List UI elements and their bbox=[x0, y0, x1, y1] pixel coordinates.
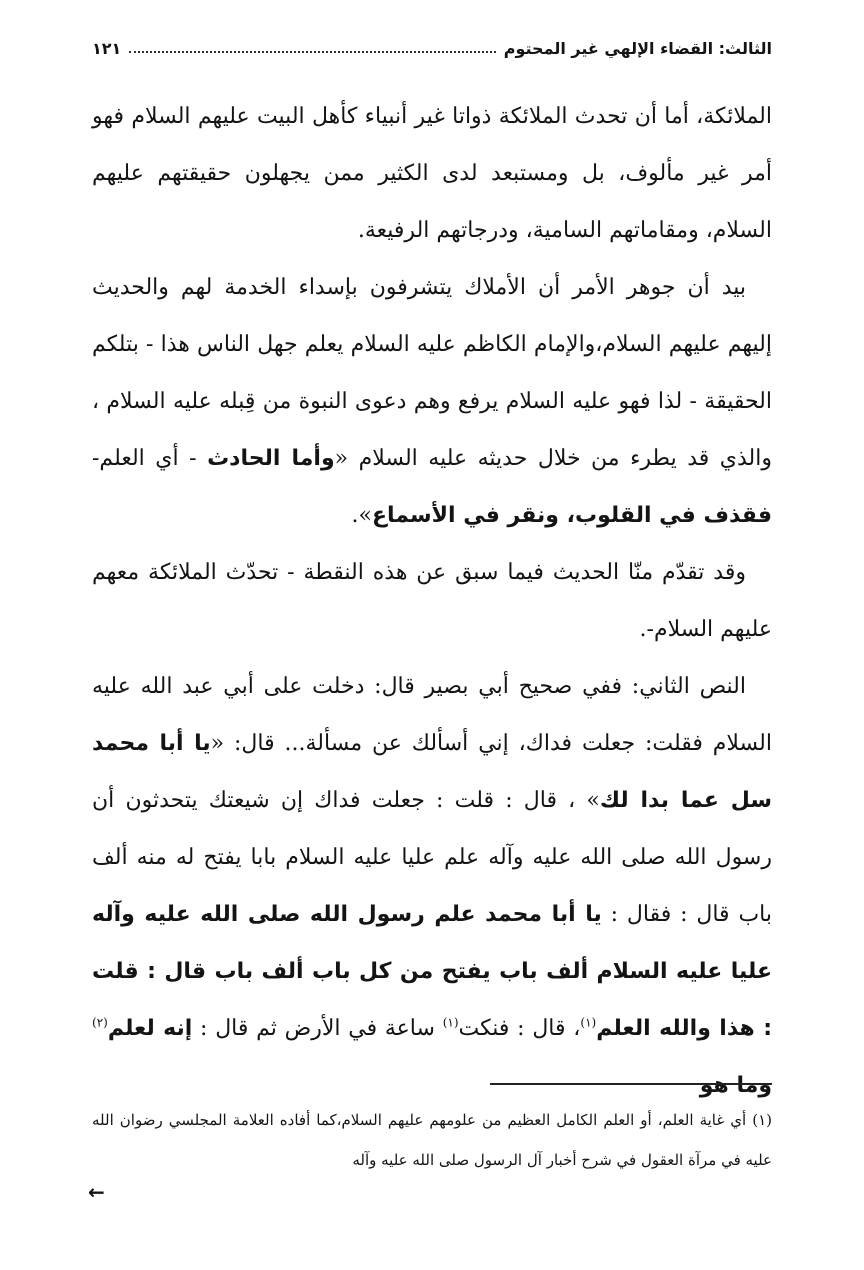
hadith-quote-bold: وما هو bbox=[699, 1073, 772, 1098]
paragraph-3: وقد تقدّم منّا الحديث فيما سبق عن هذه النقطة - تحدّث الملائكة معهم عليهم السلام-. bbox=[92, 560, 772, 642]
paragraph-4 bbox=[92, 658, 772, 1114]
footnote-separator bbox=[490, 1083, 772, 1085]
paragraph-1: الملائكة، أما أن تحدث الملائكة ذواتا غير أنبياء كأهل البيت عليهم السلام فهو أمر غير مألوف، بل ومستبعد لدى الكثير ممن يجهلون حقيقتهم عليهم السلام، ومقاماتهم السامية، ودرجاتهم الرفيعة. bbox=[92, 104, 772, 243]
header-leader-dots bbox=[129, 51, 495, 53]
running-header bbox=[92, 30, 772, 66]
chapter-title: الثالث: القضاء الإلهي غير المحتوم bbox=[503, 38, 772, 58]
footnote-1: (١) أي غاية العلم، أو العلم الكامل العظيم من علومهم عليهم السلام،كما أفاده العلامة المجلسي رضوان الله عليه في مرآة العقول في شرح أخبار آل الرسول صلى الله عليه وآله bbox=[92, 1111, 772, 1169]
hadith-quote-bold: فقذف في القلوب، ونقر في الأسماع bbox=[371, 503, 772, 528]
footnote-marker: (١) bbox=[442, 1015, 459, 1030]
paragraph-2-aside: - أي العلم- bbox=[92, 446, 208, 471]
paragraph-4-text: ساعة في الأرض ثم قال : bbox=[192, 1016, 443, 1041]
paragraph-4-text: » ، قال : قلت : جعلت فداك إن شيعتك يتحدثون أن رسول الله صلى الله عليه وآله علم عليا عليه السلام بابا يفتح له منه ألف باب قال : فقال : bbox=[92, 788, 772, 927]
hadith-quote-bold: إنه لعلم bbox=[107, 1016, 193, 1041]
footnotes bbox=[92, 1100, 772, 1180]
hadith-quote-bold: وأما الحادث bbox=[207, 446, 335, 471]
hadith-quote-bold: يا أبا محمد علم رسول الله صلى الله عليه وآله عليا عليه السلام ألف باب يفتح من كل باب ألف باب قال : قلت : هذا والله العلم bbox=[92, 902, 772, 1041]
paragraph-2-text: بيد أن جوهر الأمر أن الأملاك يتشرفون بإسداء الخدمة لهم والحديث إليهم عليهم السلام،والإمام الكاظم عليه السلام يعلم جهل الناس هذا - بتلكم الحقيقة - لذا فهو عليه السلام يرفع وهم دعوى النبوة من قِبله عليه السلام ، والذي قد يطرء من خلال حديثه عليه السلام « bbox=[92, 275, 772, 471]
quote-close: ». bbox=[351, 503, 372, 528]
continue-arrow-icon: ← bbox=[88, 1180, 105, 1204]
hadith-quote-bold: يا أبا محمد سل عما بدا لك bbox=[92, 731, 772, 813]
page-number: ١٢١ bbox=[92, 38, 122, 58]
footnote-marker: (١) bbox=[580, 1015, 597, 1030]
paragraph-4-text: النص الثاني: ففي صحيح أبي بصير قال: دخلت على أبي عبد الله عليه السلام فقلت: جعلت فداك، إني أسألك عن مسألة... قال: « bbox=[92, 674, 772, 756]
footnote-marker: (٢) bbox=[92, 1015, 108, 1030]
paragraph-4-text: ، قال : فنكت bbox=[458, 1016, 581, 1041]
body-text bbox=[92, 88, 772, 1114]
paragraph-2 bbox=[92, 259, 772, 544]
